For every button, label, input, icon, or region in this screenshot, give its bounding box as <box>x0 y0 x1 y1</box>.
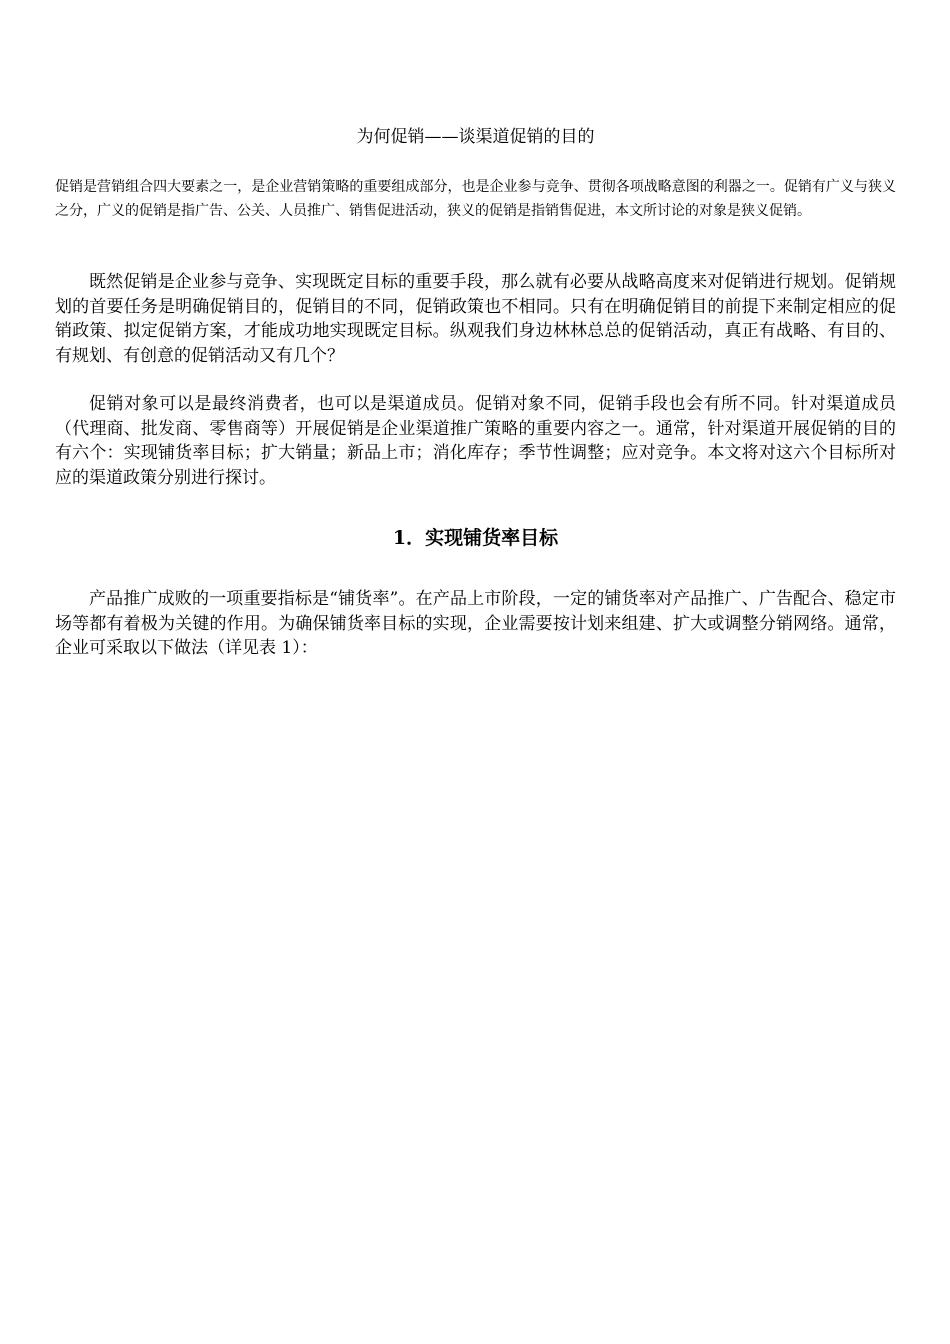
section-paragraph: 产品推广成败的一项重要指标是“铺货率”。在产品上市阶段，一定的铺货率对产品推广、广告配合、稳定市场等都有着极为关键的作用。为确保铺货率目标的实现，企业需要按计划来组建、扩大或调整分销网络。通常，企业可采取以下做法（详见表 1）： <box>55 589 896 658</box>
document-title: 为何促销——谈渠道促销的目的 <box>356 127 595 147</box>
intro-paragraph: 促销是营销组合四大要素之一，是企业营销策略的重要组成部分，也是企业参与竞争、贯彻各项战略意图的利器之一。促销有广义与狭义之分，广义的促销是指广告、公关、人员推广、销售促进活动，狭义的促销是指销售促进，本文所讨论的对象是狭义促销。 <box>55 179 896 219</box>
section-heading: 1．实现铺货率目标 <box>392 527 559 549</box>
body-paragraph-1: 既然促销是企业参与竞争、实现既定目标的重要手段，那么就有必要从战略高度来对促销进行规划。促销规划的首要任务是明确促销目的，促销目的不同，促销政策也不相同。只有在明确促销目的前提下来制定相应的促销政策、拟定促销方案，才能成功地实现既定目标。纵观我们身边林林总总的促销活动，真正有战略、有目的、有规划、有创意的促销活动又有几个？ <box>55 272 896 366</box>
body-paragraph-2: 促销对象可以是最终消费者，也可以是渠道成员。促销对象不同，促销手段也会有所不同。针对渠道成员（代理商、批发商、零售商等）开展促销是企业渠道推广策略的重要内容之一。通常，针对渠道开展促销的目的有六个：实现铺货率目标；扩大销量；新品上市；消化库存；季节性调整；应对竞争。本文将对这六个目标所对应的渠道政策分别进行探讨。 <box>55 394 896 488</box>
